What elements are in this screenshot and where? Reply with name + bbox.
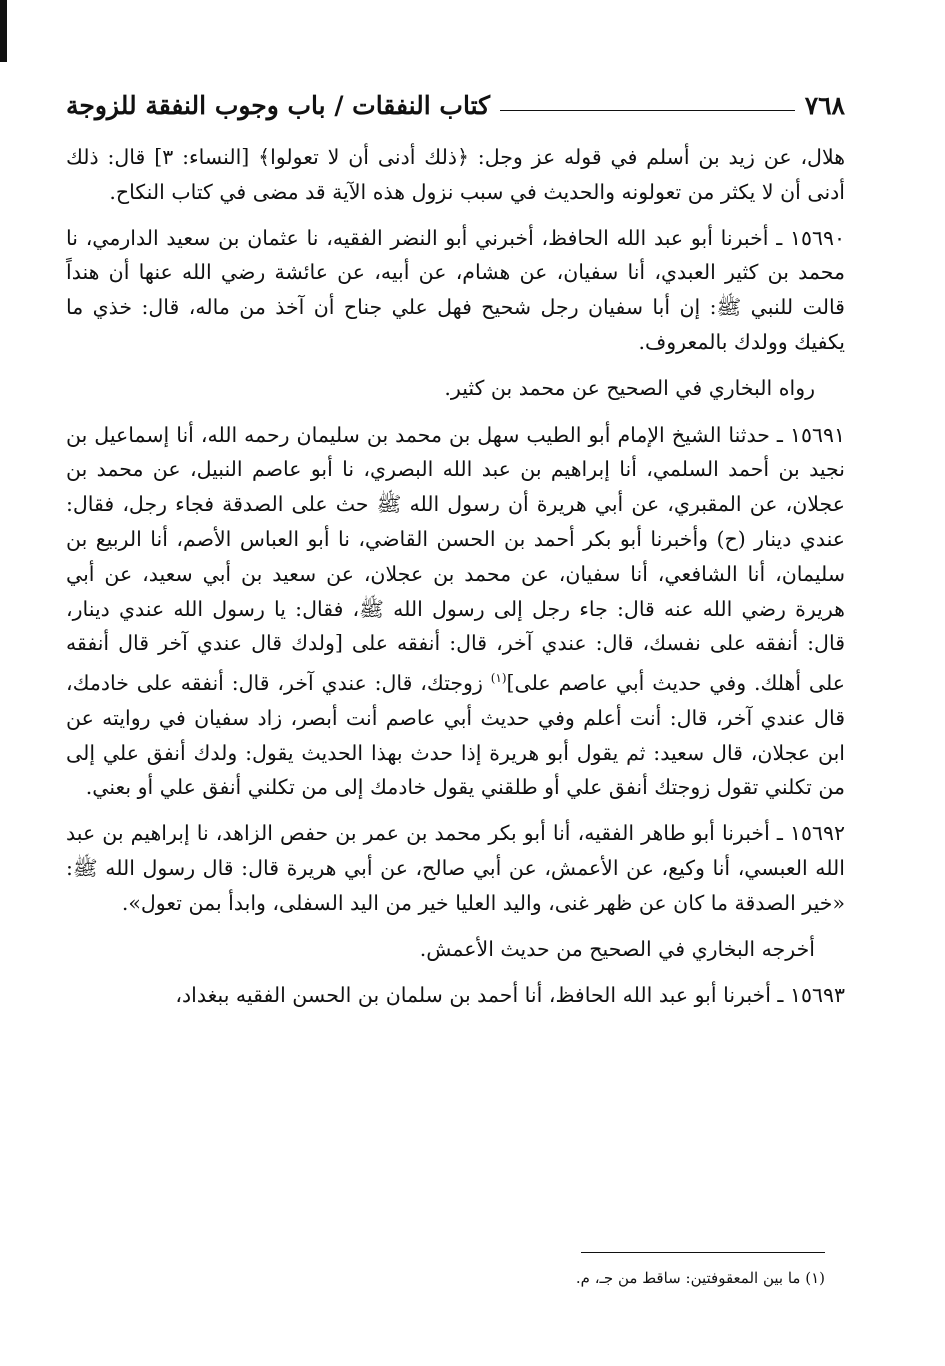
page-header — [66, 84, 845, 120]
paragraph-1: هلال، عن زيد بن أسلم في قوله عز وجل: ﴿ذلك أدنى أن لا تعولوا﴾ [النساء: ٣] قال: ذلك أدنى أن لا يكثر من تعولونه والحديث في سبب نزول هذه الآية قد مضى في كتاب النكاح. — [66, 145, 845, 204]
running-title: كتاب النفقات / باب وجوب النفقة للزوجة — [66, 91, 491, 120]
header-rule — [500, 110, 795, 111]
footnote-marker: (١) — [490, 671, 507, 686]
hadith-15693: ١٥٦٩٣ ـ أخبرنا أبو عبد الله الحافظ، أنا أحمد بن سلمان بن الحسن الفقيه ببغداد، — [175, 983, 845, 1008]
hadith-15691-part-2: زوجتك، قال: عندي آخر، قال: أنفقه على خادمك، قال عندي آخر، قال: أنت أعلم وفي حديث أبي عاصم أنت أبصر، زاد سفيان في روايته عن ابن عجلان، قال سعيد: ثم يقول أبو هريرة إذا حدث بهذا الحديث يقول: ولدك أنفق علي إلى من تكلني تقول زوجتك أنفق علي أو طلقني يقول خادمك إلى من تكلني أنفق علي أو بعني. — [66, 670, 845, 800]
page-body — [66, 140, 845, 1024]
page-edge-mark — [0, 0, 7, 62]
hadith-15692-source-note: أخرجه البخاري في الصحيح من حديث الأعمش. — [419, 936, 815, 961]
footnote: (١) ما بين المعقوفتين: ساقط من جـ، م. — [575, 1269, 825, 1287]
hadith-15690: ١٥٦٩٠ ـ أخبرنا أبو عبد الله الحافظ، أخبرني أبو النضر الفقيه، نا عثمان بن سعيد الدارمي، نا محمد بن كثير العبدي، أنا سفيان، عن هشام، عن أبيه، عن عائشة رضي الله عنها أن هنداً قالت للنبي ﷺ: إن أبا سفيان رجل شحيح فهل علي جناح أن آخذ من ماله، قال: خذي ما يكفيك وولدك بالمعروف. — [66, 225, 845, 354]
hadith-15690-source-note: رواه البخاري في الصحيح عن محمد بن كثير. — [444, 375, 815, 400]
hadith-15691-part-1: ١٥٦٩١ ـ حدثنا الشيخ الإمام أبو الطيب سهل بن محمد بن سليمان رحمه الله، أنا إسماعيل بن نجيد بن أحمد السلمي، أنا إبراهيم بن عبد الله البصري، نا أبو عاصم النبيل، عن محمد بن عجلان، عن المقبري، عن أبي هريرة أن رسول الله ﷺ حث على الصدقة فجاء رجل، فقال: عندي دينار (ح) وأخبرنا أبو بكر أحمد بن الحسن القاضي، نا أبو العباس الأصم، أنا الربيع بن سليمان، أنا الشافعي، أنا سفيان، عن محمد بن عجلان، عن سعيد بن أبي سعيد، عن أبي هريرة رضي الله عنه قال: جاء رجل إلى رسول الله ﷺ، فقال: يا رسول الله عندي دينار، قال: أنفقه على نفسك، قال: عندي آخر، قال: أنفقه على [ولدك قال عندي آخر قال أنفقه على أهلك. وفي حديث أبي عاصم على] — [66, 422, 845, 695]
footnote-separator — [581, 1252, 825, 1253]
page-number: ٧٦٨ — [804, 91, 845, 120]
hadith-15692: ١٥٦٩٢ ـ أخبرنا أبو طاهر الفقيه، أنا أبو بكر محمد بن عمر بن حفص الزاهد، نا إبراهيم بن عبد الله العبسي، أنا وكيع، عن الأعمش، عن أبي صالح، عن أبي هريرة قال: قال رسول الله ﷺ: «خير الصدقة ما كان عن ظهر غنى، واليد العليا خير من اليد السفلى، وابدأ بمن تعول». — [66, 821, 845, 915]
hadith-15691 — [66, 418, 845, 806]
